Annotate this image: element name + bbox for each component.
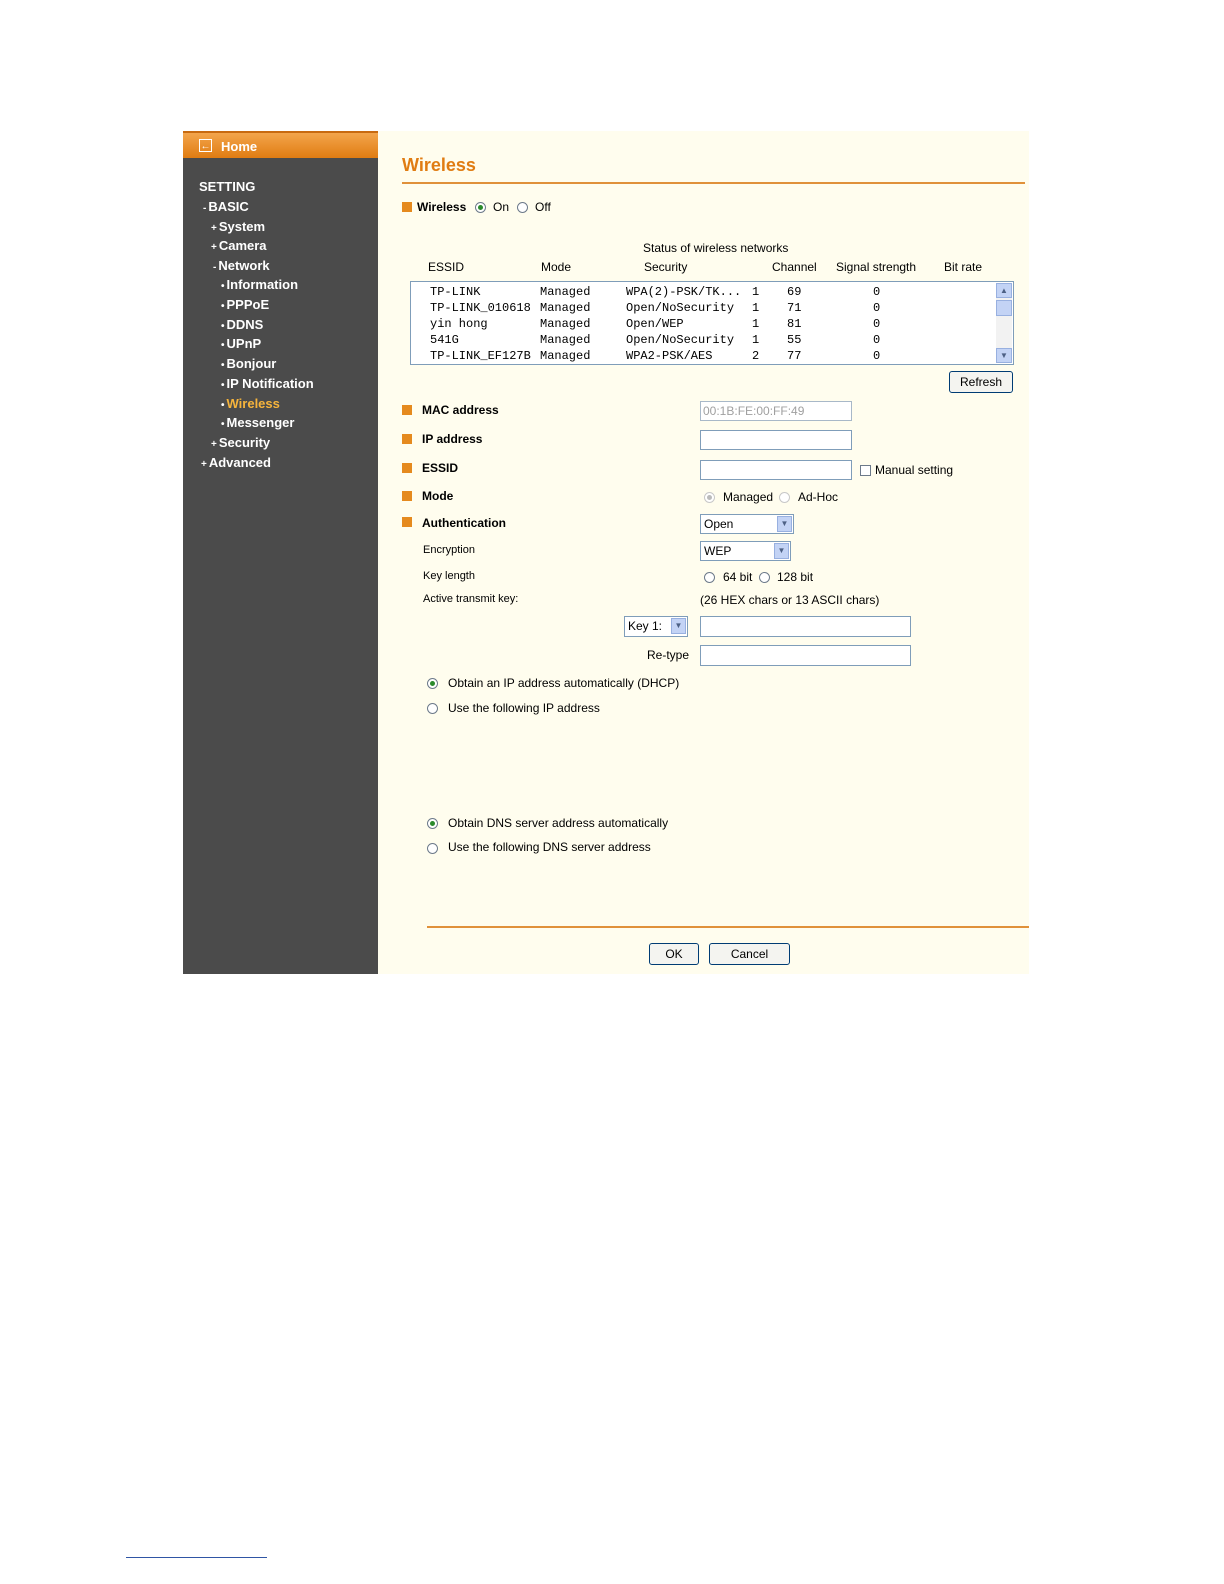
- encryption-select[interactable]: [700, 541, 791, 561]
- sidebar-item-pppoe[interactable]: • PPPoE: [221, 297, 270, 312]
- cell-essid: TP-LINK: [430, 285, 481, 299]
- bullet-icon: •: [221, 380, 225, 391]
- cell-security: WPA2-PSK/AES: [626, 349, 713, 363]
- sidebar-heading-setting: SETTING: [199, 179, 256, 194]
- bullet-icon: •: [221, 321, 225, 332]
- static-ip-label: Use the following IP address: [448, 701, 600, 715]
- content-panel: [378, 131, 1029, 974]
- bullet-icon: •: [221, 419, 225, 430]
- cell-essid: TP-LINK_EF127B: [430, 349, 531, 363]
- ip-address-field[interactable]: [700, 430, 852, 450]
- sidebar-item-security[interactable]: + Security: [211, 435, 271, 450]
- cell-mode: Managed: [540, 317, 591, 331]
- list-scrollbar[interactable]: [996, 283, 1012, 363]
- mode-adhoc-radio[interactable]: [779, 492, 790, 503]
- dns-manual-radio[interactable]: [427, 843, 438, 854]
- bullet-icon: •: [221, 281, 225, 292]
- mac-address-label: MAC address: [422, 403, 499, 417]
- cell-bitrate: 0: [873, 317, 881, 331]
- cell-signal: 81: [787, 317, 802, 331]
- title-divider: [402, 182, 1025, 184]
- wireless-off-label: Off: [535, 200, 551, 214]
- column-header-essid: ESSID: [428, 260, 465, 274]
- cell-signal: 55: [787, 333, 802, 347]
- essid-field[interactable]: [700, 460, 852, 480]
- retype-key-field[interactable]: [700, 645, 911, 666]
- wireless-on-label: On: [493, 200, 510, 214]
- cell-security: Open/WEP: [626, 317, 684, 331]
- home-link[interactable]: [183, 131, 378, 158]
- mode-label: Mode: [422, 489, 454, 503]
- dns-manual-label: Use the following DNS server address: [448, 840, 651, 854]
- mode-managed-label: Managed: [723, 490, 774, 504]
- key-64bit-label: 64 bit: [723, 570, 753, 584]
- scroll-down-icon[interactable]: ▼: [996, 348, 1012, 363]
- cell-essid: yin hong: [430, 317, 488, 331]
- bullet-square-icon: [402, 491, 412, 501]
- chevron-down-icon: ▼: [777, 516, 792, 532]
- cell-essid: 541G: [430, 333, 459, 347]
- wireless-off-radio[interactable]: [517, 202, 528, 213]
- sidebar-item-upnp[interactable]: • UPnP: [221, 336, 262, 351]
- networks-caption: Status of wireless networks: [643, 241, 789, 255]
- cell-channel: 1: [752, 317, 760, 331]
- bullet-square-icon: [402, 405, 412, 415]
- transmit-key-select[interactable]: [624, 616, 688, 637]
- authentication-select[interactable]: [700, 514, 794, 534]
- cell-bitrate: 0: [873, 285, 881, 299]
- transmit-key-value: Key 1:: [628, 619, 663, 633]
- chevron-down-icon: ▼: [774, 543, 789, 559]
- ip-address-label: IP address: [422, 432, 483, 446]
- sidebar-item-ddns[interactable]: • DDNS: [221, 317, 264, 332]
- cell-bitrate: 0: [873, 349, 881, 363]
- mode-adhoc-label: Ad-Hoc: [798, 490, 839, 504]
- bullet-icon: •: [221, 360, 225, 371]
- bullet-square-icon: [402, 463, 412, 473]
- sidebar-item-wireless[interactable]: • Wireless: [221, 396, 280, 411]
- cell-bitrate: 0: [873, 333, 881, 347]
- chevron-down-icon: ▼: [671, 618, 686, 634]
- expand-icon: +: [201, 459, 207, 470]
- cell-security: WPA(2)-PSK/TK...: [626, 285, 742, 299]
- cell-mode: Managed: [540, 285, 591, 299]
- cell-essid: TP-LINK_010618: [430, 301, 531, 315]
- manual-setting-label: Manual setting: [875, 463, 954, 477]
- cell-channel: 2: [752, 349, 760, 363]
- key-64bit-radio[interactable]: [704, 572, 715, 583]
- authentication-label: Authentication: [422, 516, 506, 530]
- dhcp-auto-label: Obtain an IP address automatically (DHCP): [448, 676, 680, 690]
- encryption-label: Encryption: [423, 544, 475, 556]
- footnote-rule: [126, 1557, 267, 1558]
- bullet-square-icon: [402, 434, 412, 444]
- ok-button[interactable]: OK: [649, 943, 699, 965]
- cell-mode: Managed: [540, 349, 591, 363]
- key-hint-text: (26 HEX chars or 13 ASCII chars): [700, 593, 880, 607]
- sidebar-item-messenger[interactable]: • Messenger: [221, 415, 295, 430]
- bullet-icon: •: [221, 301, 225, 312]
- sidebar-item-system[interactable]: + System: [211, 219, 266, 234]
- expand-icon: +: [211, 439, 217, 450]
- authentication-value: Open: [704, 517, 734, 531]
- sidebar: [183, 131, 378, 974]
- key-128bit-radio[interactable]: [759, 572, 770, 583]
- cell-signal: 77: [787, 349, 802, 363]
- retype-label: Re-type: [647, 648, 690, 662]
- wep-key-field[interactable]: [700, 616, 911, 637]
- sidebar-item-network[interactable]: - Network: [213, 258, 270, 273]
- expand-icon: +: [211, 242, 217, 253]
- sidebar-item-ip-notification[interactable]: • IP Notification: [221, 376, 314, 391]
- cell-channel: 1: [752, 285, 760, 299]
- cell-signal: 71: [787, 301, 802, 315]
- column-header-security: Security: [644, 260, 688, 274]
- column-header-bit-rate: Bit rate: [944, 260, 983, 274]
- static-ip-radio[interactable]: [427, 703, 438, 714]
- key-length-label: Key length: [423, 570, 475, 582]
- column-header-mode: Mode: [541, 260, 572, 274]
- scroll-up-icon[interactable]: ▲: [996, 283, 1012, 298]
- bullet-square-icon: [402, 202, 412, 212]
- cancel-button[interactable]: Cancel: [709, 943, 790, 965]
- refresh-button[interactable]: Refresh: [949, 371, 1013, 393]
- wireless-label: Wireless: [417, 200, 467, 214]
- scroll-thumb[interactable]: [996, 300, 1012, 316]
- encryption-value: WEP: [704, 544, 732, 558]
- sidebar-item-camera[interactable]: + Camera: [211, 238, 267, 253]
- sidebar-item-basic[interactable]: - BASIC: [203, 199, 249, 214]
- bullet-square-icon: [402, 517, 412, 527]
- sidebar-item-information[interactable]: • Information: [221, 277, 299, 292]
- cell-bitrate: 0: [873, 301, 881, 315]
- wireless-networks-list[interactable]: [410, 281, 1014, 365]
- expand-icon: +: [211, 223, 217, 234]
- home-label: Home: [221, 139, 258, 154]
- collapse-icon: -: [203, 203, 207, 214]
- cell-channel: 1: [752, 301, 760, 315]
- cell-channel: 1: [752, 333, 760, 347]
- active-transmit-key-label: Active transmit key:: [423, 593, 519, 605]
- wireless-on-radio[interactable]: [475, 202, 486, 213]
- cell-mode: Managed: [540, 333, 591, 347]
- column-header-signal-strength: Signal strength: [836, 260, 917, 274]
- cell-mode: Managed: [540, 301, 591, 315]
- sidebar-item-advanced[interactable]: + Advanced: [201, 455, 271, 470]
- manual-setting-checkbox[interactable]: [860, 465, 871, 476]
- mode-managed-radio[interactable]: [704, 492, 715, 503]
- dns-auto-radio[interactable]: [427, 818, 438, 829]
- column-header-channel: Channel: [772, 260, 817, 274]
- essid-label: ESSID: [422, 461, 459, 475]
- collapse-icon: -: [213, 262, 217, 273]
- mac-address-field[interactable]: 00:1B:FE:00:FF:49: [700, 401, 852, 421]
- key-128bit-label: 128 bit: [777, 570, 814, 584]
- bullet-icon: •: [221, 340, 225, 351]
- cell-security: Open/NoSecurity: [626, 333, 735, 347]
- page-title: Wireless: [402, 155, 476, 175]
- dhcp-auto-radio[interactable]: [427, 678, 438, 689]
- back-arrow-icon: ←: [200, 141, 211, 152]
- dns-auto-label: Obtain DNS server address automatically: [448, 816, 669, 830]
- cell-signal: 69: [787, 285, 802, 299]
- footer-divider: [427, 926, 1029, 928]
- sidebar-item-bonjour[interactable]: • Bonjour: [221, 356, 277, 371]
- bullet-icon: •: [221, 400, 225, 411]
- cell-security: Open/NoSecurity: [626, 301, 735, 315]
